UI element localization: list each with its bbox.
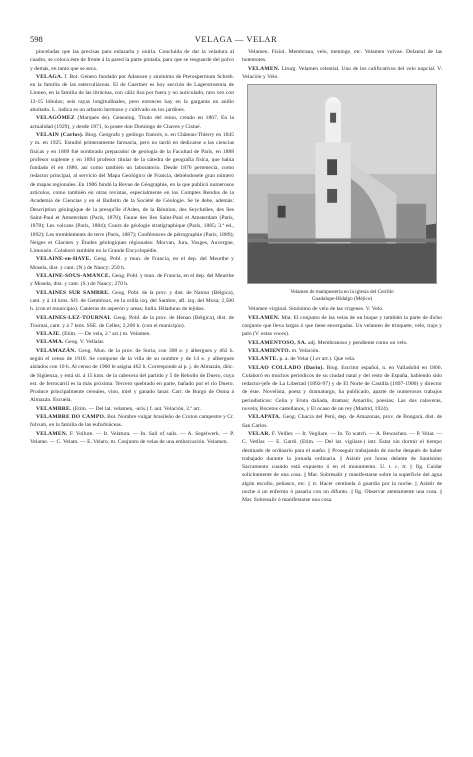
entry-paragraph: [242, 364, 442, 414]
entry-text: Geog. Pobl. de la prov. y dist. de Namur (Bélgica), cant. y á 14 kms. SO. de Gembloux, en la orilla izq. del Sambre, afl. izq. del Mosa; 2,500 h. (con el municipio). Canteras de asperón y areas; hulla. Hiladuras de tejidos.: [30, 289, 234, 313]
entry-text: F. Veiller. — It. Vegliare. — In. To watch. — A. Bewachen. — P. Velar. — C. Vetllar. — E. Gardi. (Etim. — Del lat. vigilare.) intr. Estar sin dormir el tiempo destinado de ordinario para el sueño. || Proseguir trabajando de noche después de haber trabajado durante la jornada ordinaria. || Asistir por horas delante de Santísimo Sacramento cuando está expuesto ó en el monumento. U. t. c. tr. || fig. Cuidar solícitamente de una cosa. || Mar. Sobresalir y manifestarse sobre la superficie del agua algún escollo, peñasco, etc. || tr. Hacer centinela ó guardia por la noche. || Asistir de noche á un enfermo ó pasarla con un difunto. || fig. Observar atentamente una cosa. || Mar. Sobresalir ó manifestarse una cosa.: [242, 430, 442, 504]
entry-headword: VELAINE-SOUS-AMANCE.: [36, 273, 111, 280]
entry-paragraph: [30, 73, 234, 114]
entry-text: Bot. Nombre vulgar brasileño de Croton campestre y Cr. fulvum, en la familia de las euforbiáceas.: [30, 414, 234, 429]
entry-headword: VELAMENTOSO, SA.: [248, 339, 307, 346]
entry-headword: VELAMIENTO.: [248, 347, 291, 354]
entry-headword: VELAGA.: [36, 73, 63, 80]
entry-text: Velamen virginal. Sinónimo de velo de las vírgenes. V. Velo.: [248, 306, 384, 313]
entry-headword: VELAJE.: [36, 331, 61, 338]
entry-headword: VELAINES-LEZ-TOURNAI.: [36, 314, 112, 321]
entry-paragraph: [242, 314, 442, 339]
caption-line-1: Velamen de mampostería en la iglesia del Cerrillo: [290, 289, 394, 296]
entry-headword: VELANTE.: [248, 356, 279, 363]
entry-paragraph: [30, 330, 234, 338]
figure: [247, 84, 437, 303]
entry-paragraph: [242, 65, 442, 82]
entry-paragraph: [242, 430, 442, 505]
entry-paragraph: [30, 48, 234, 73]
entry-headword: VELAR.: [248, 430, 271, 437]
entry-headword: VELAMBRE DO CAMPO.: [36, 414, 106, 421]
entry-text: Mar. El conjunto de las velas de un buque y también la parte de dicho conjunto que lleva largas ó que tiene envergadas. Un velamen de trinquete, velo, trajo y palo (V. estas voces).: [242, 314, 442, 338]
entry-paragraph: [30, 314, 234, 331]
left-column: [30, 48, 234, 728]
entry-paragraph: [242, 347, 442, 355]
entry-headword: VELAPATA.: [248, 414, 281, 421]
entry-text: m. Velación.: [291, 347, 320, 354]
entry-paragraph: [242, 305, 442, 313]
entry-paragraph: [30, 272, 234, 289]
entry-text: F. Voilure. — It. Velatura. — In. Sail of sails. — A. Segelwerk. — P. Velame. — C. Velam. — E. Velaro. m. Conjunto de velas de una embarcación. Velamen.: [30, 430, 234, 445]
entry-headword: VELAGÓMEZ: [36, 115, 75, 122]
entry-paragraph: [30, 289, 234, 314]
church-photo: [247, 84, 437, 284]
entry-headword: VELAMAZÁN.: [36, 347, 77, 354]
running-header: [30, 34, 442, 46]
entry-headword: VELAMEN.: [36, 430, 68, 437]
entry-headword: VELAMA.: [36, 339, 64, 346]
entry-paragraph: [242, 355, 442, 363]
entry-paragraph: [30, 430, 234, 447]
running-title: VELAGA — VELAR: [194, 34, 278, 44]
entry-text: adj. Membranoso y pendiente como un velo.: [308, 339, 408, 346]
entry-text: Geog. Mun. de la prov. de Soria, con 308 e. y albergues y 462 h. según el censo de 1910. Se compone de la villa de su nombre y de 14 e. y albergues aislados con 10 h. Al censo de 1900 le asigna 462 h. Corresponde al p. j. de Almazán, dióc. de Sigüenza, y está sit. á 15 kms. de la cabecera del partido y 5 de Rebollo de Duero, cuya est. de ferrocarril es la más próxima. Tercero quebrado en parte, bañado por el río Duero. Produce principalmente cereales, vino, miel y ganado lanar. Carr. de Burgo de Osma á Almazán. Escuela.: [30, 347, 234, 404]
entry-paragraph: [30, 347, 234, 405]
entry-paragraph: [30, 405, 234, 413]
caption-line-2: Guadalupe-Hidalgo (Méjico): [311, 296, 373, 303]
entry-text: Velamen. Fisiol. Membrana, velo, meninge, etc. Velamen vulvae. Delantal de las hotentotes.: [242, 49, 442, 64]
right-column-top: [242, 48, 442, 81]
entry-headword: VELAMEN.: [248, 65, 280, 72]
page-number: 598: [30, 34, 43, 44]
entry-paragraph: [242, 48, 442, 65]
entry-paragraph: [242, 339, 442, 347]
entry-paragraph: [30, 131, 234, 255]
entry-text: Geog. Pobl. y mun. de Francia, en el dep. del Meurthe y Mosela, dist. y cant. (S.) de Nancy; 270 h.: [30, 273, 234, 288]
entry-headword: VELAINES SUR SAMBRE.: [36, 289, 110, 296]
entry-headword: VELAMBRE.: [36, 405, 72, 412]
entry-headword: VELAINE-en-HAYE.: [36, 256, 92, 263]
entry-text: (Marqués de). Genealog. Título del reino, creado en 1867. En la actualidad (1929), y desde 1871, lo posee don Domingo de Chaves y Cistué.: [30, 115, 234, 130]
entry-headword: VELAO COLLADO (Darío).: [248, 364, 325, 371]
right-column: [242, 48, 442, 728]
entry-text: (Etim. — De vela, 2.º art.) m. Velamen.: [62, 331, 151, 338]
entry-text: Geog. Pobl. de la prov. de Henao (Bélgica), dist. de Tournai, cant. y á 7 kms. SSE. de Celles; 2,200 h. (con el municipio).: [30, 314, 234, 329]
entry-paragraph: [30, 413, 234, 430]
entry-text: (Etim. — Del lat. velamen, -aris.) f. ant. Velación, 2.º art.: [72, 405, 201, 412]
entry-paragraph: [242, 413, 442, 430]
entry-headword: VELAIN (Carlos).: [36, 131, 84, 138]
entry-text: Biog. Escritor español, n. en Valladolid en 1866. Colaboró en muchos periódicos de su ciudad natal y del resto de España, habiendo sido redactor-jefe de La Libertad (1892-97) y de El Norte de Castilla (1897-1900) y director de éste. Novelista, poeta y dramaturgo, ha publicado, aparte de numerosos trabajos periodísticos: Celia y Fruta dañada, dramas; Amarilis, poesías; Las dos calaveras, novela; Bocetos castellanos, y El ocaso de un rey (Madrid, 1924).: [242, 364, 442, 413]
entry-text: pinceladas que las precisas para enlazarla y unirla. Concluida de dar la veladura al cuadro, se coloca éste de frente á la pared la parte pintada, para que se resguarde del polvo y demás, en tanto que se seca.: [30, 49, 234, 72]
entry-paragraph: [30, 255, 234, 272]
entry-headword: VELAMEN.: [248, 314, 280, 321]
entry-text: Biog. Geógrafo y geólogo francés, n. en Château-Thierry en 1845 y m. en 1925. Estudió primeramente farmacia, pero no tardó en dedicarse a las ciencias físicas y en 1869 fué nombrado preparador de geología de la Facultad de París, en 1888 profesor suplente y en 1894 profesor titular de la cátedra de geografía física, que había fundado él en 1886, así como también un laboratorio. Desde 1876 pertenecía, como redactor principal, al servicio del Mapa Geológico de Francia, debiéndosele gran número de mapas regionales. En 1906 fundó la Revue de Géographie, en la que publicó numerosos artículos, como también en otras revistas, especialmente en los Comptes Rendus de la Academia de Ciencias y en el Bulletin de la Société de Géologie. Se le debe, además: Description géologique de la presqu'île d'Aden, de la Réunion, des Seychelles, des îles Saint-Paul et Amsterdam (París, 1878); Faune des îles Saint-Paul et Amsterdam (París, 1878); Les volcans (París, 1884); Cours de géologie stratigraphique (París, 1885; 3.ª ed., 1892); Les tremblements de terre (París, 1887); Conférences de pétrographie (París, 1889); Neiges et Glaciers y Études géologiques régionales: Morvan, Jura, Vosges, Auvergne, Limousin. Colaboró también en la Grande Encyclopédie.: [30, 131, 234, 255]
entry-text: f. Bot. Género fundado por Adanson y sinónimo de Pterospermum Schreb. en la familia de las esterculiáceas. El de Gaertner es hoy sección de Lagerstroemia de Linneo, en la familia de las litráceas, con cáliz liso por fuera y no auriculado, raro vez con 12-15 lóbulos; seis rayas longitudinales, pero entonces hay en la garganta un anillo abultado. L. indica es un arbusto hermoso y cultivado en los jardines.: [30, 73, 234, 114]
entry-text: p. a. de Velar (1.er art.). Que vela.: [279, 356, 356, 363]
entry-text: Liturg. Velamen celestial. Uno de los calificativos del velo nupcial. V. Velación y Velo.: [242, 65, 442, 80]
entry-text: Geog. V. Vellalar.: [65, 339, 105, 346]
entry-paragraph: [30, 338, 234, 346]
entry-text: Geog. Pobl. y mun. de Francia, en el dep. del Meurthe y Mosela, dist. y cant. (N.) de Nancy; 250 h.: [30, 256, 234, 271]
entry-paragraph: [30, 114, 234, 131]
right-column-bottom: [242, 305, 442, 504]
figure-caption: [247, 289, 437, 303]
photo-belfry: [325, 103, 341, 143]
entry-text: Geog. Chacra del Perú, dep. de Amazonas, prov. de Bongará, dist. de San Carlos.: [242, 414, 442, 429]
